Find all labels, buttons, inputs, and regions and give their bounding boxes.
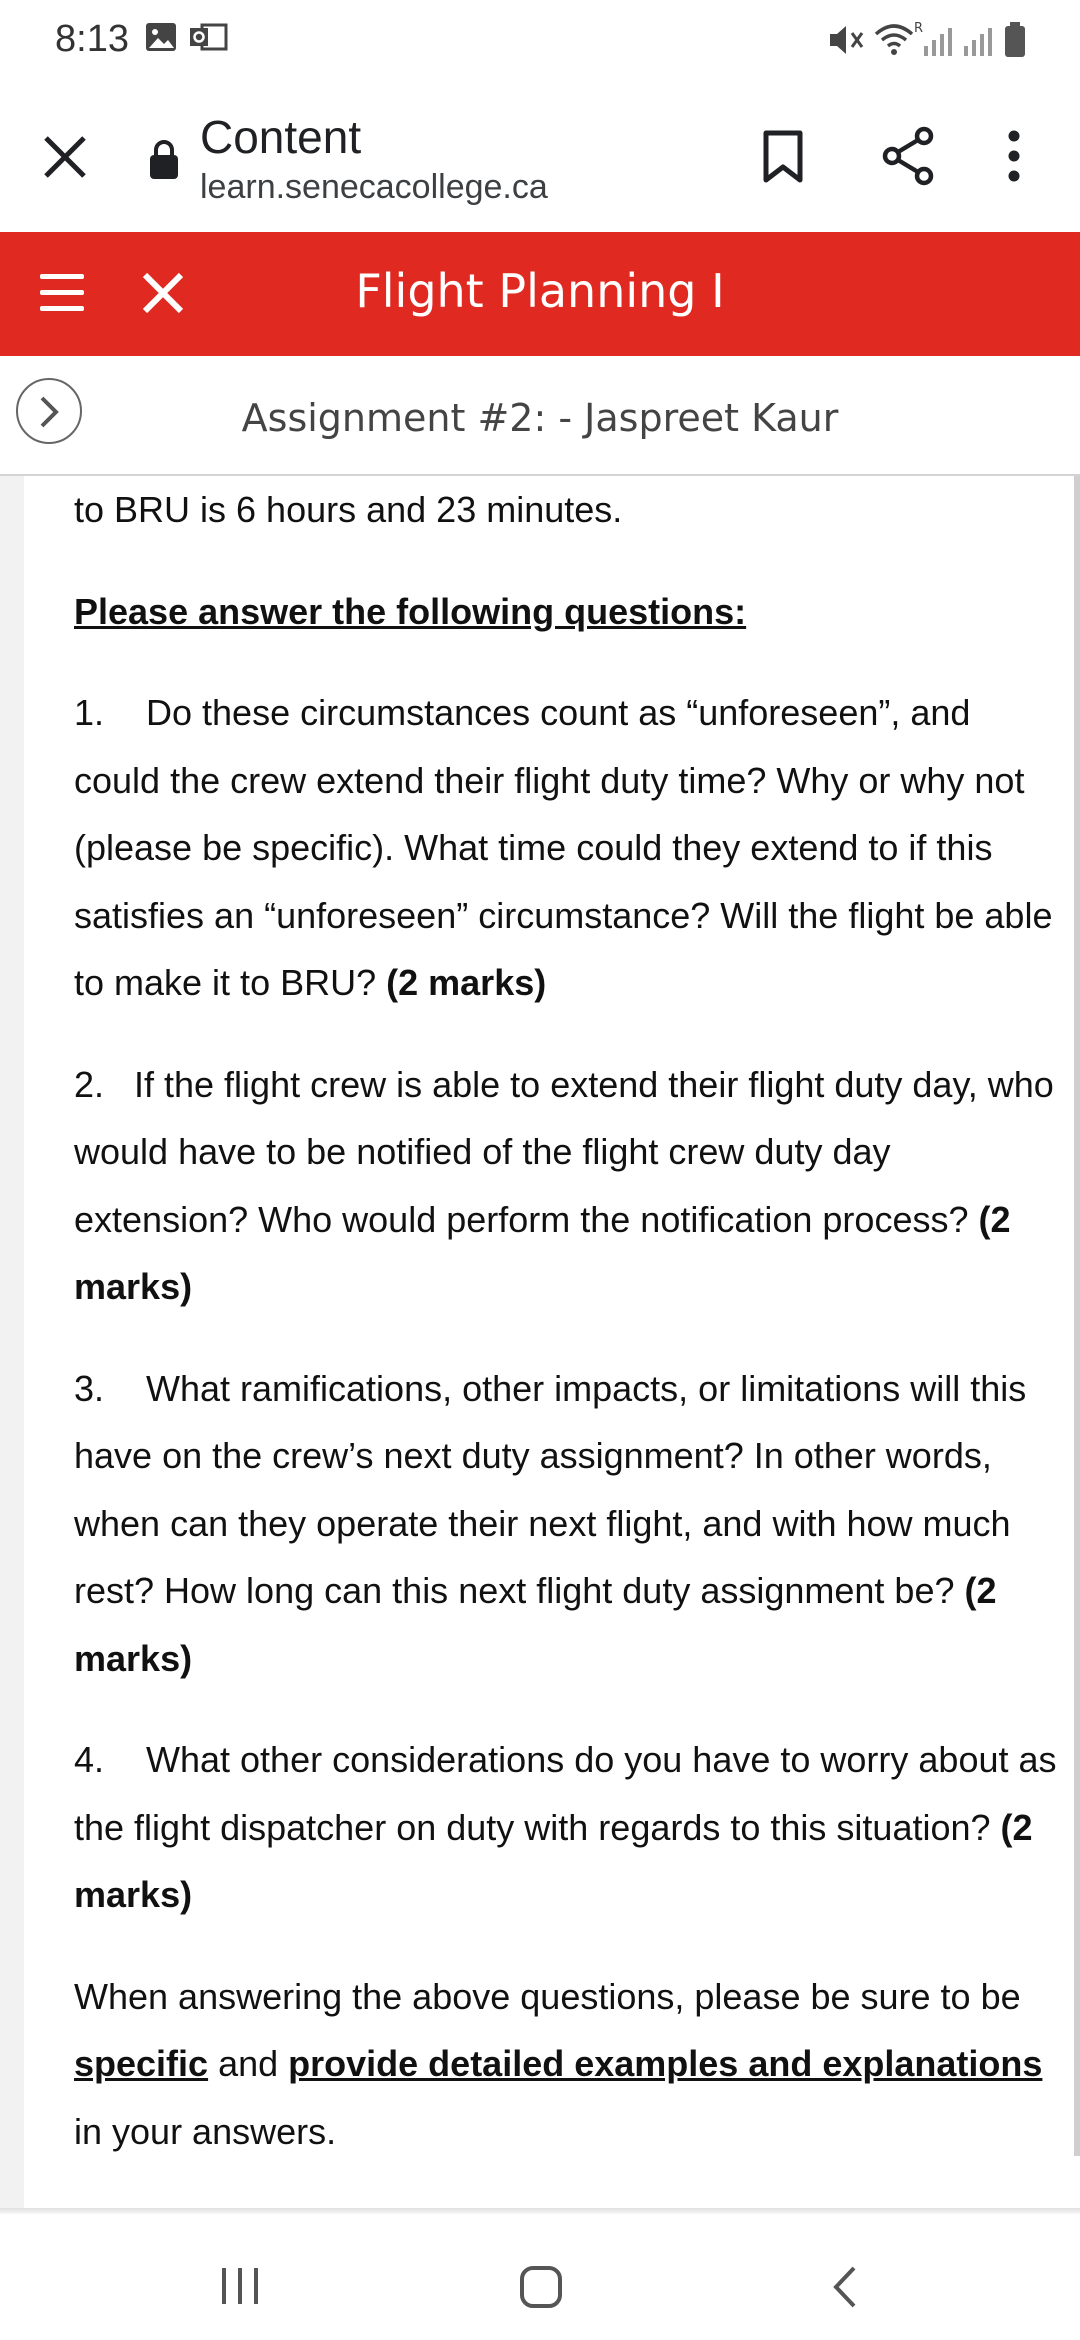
scrollbar[interactable] [1074, 476, 1080, 2156]
assignment-title: Assignment #2: - Jaspreet Kaur [241, 396, 839, 440]
question-number: 3. [74, 1367, 105, 1409]
content-area[interactable] [0, 476, 1080, 2208]
question-text: What other considerations do you have to worry about as the flight dispatcher on duty with regards to this situation? [74, 1739, 1057, 1848]
intro-tail: to BRU is 6 hours and 23 minutes. [74, 489, 623, 530]
back-icon[interactable] [830, 2264, 860, 2310]
course-title: Flight Planning I [355, 264, 725, 318]
status-bar [0, 0, 1080, 80]
lock-icon [148, 138, 180, 180]
signal-icon [922, 20, 1000, 60]
url-text[interactable]: learn.senecacollege.ca [200, 168, 548, 206]
question-text: Do these circumstances count as “unforeseen”, and could the crew extend their flight duty time? Why or why not (please be specific). What time could they extend to if this satisfies an “unforeseen” circumstance? Will the flight be able to make it to BRU? [74, 692, 1053, 1003]
navigation-bar [0, 2214, 1080, 2340]
page-title: Content [200, 111, 362, 163]
question-marks: (2 marks) [74, 1198, 1011, 1307]
home-icon[interactable] [518, 2264, 564, 2310]
list-item [74, 679, 1064, 1017]
svg-text:R: R [914, 21, 924, 36]
recent-apps-icon[interactable] [218, 2264, 262, 2308]
question-number: 1. [74, 692, 105, 733]
question-text: What ramifications, other impacts, or limitations will this have on the crew’s next duty assignment? In other words, when can they operate their next flight, and with how much rest? How long can this next flight duty assignment be? [74, 1367, 1027, 1611]
assignment-content [74, 476, 1064, 2199]
browser-toolbar [0, 80, 1080, 232]
gallery-icon [144, 20, 178, 54]
share-icon[interactable] [880, 126, 936, 186]
question-number: 4. [74, 1739, 105, 1780]
list-item [74, 1051, 1064, 1321]
mute-icon [826, 20, 866, 60]
content-gutter [0, 476, 24, 2208]
outlook-icon [188, 20, 228, 54]
closing-text: and [208, 2043, 289, 2084]
specific-emphasis: specific [74, 2043, 209, 2084]
questions-heading: Please answer the following questions: [74, 590, 747, 632]
closing-text: When answering the above questions, please be sure to be [74, 1975, 1021, 2017]
wifi-icon [872, 20, 922, 60]
list-item [74, 1355, 1064, 1693]
assignment-bar [0, 356, 1080, 476]
battery-icon [1002, 20, 1028, 60]
closing-paragraph [74, 1963, 1064, 2166]
more-options-icon[interactable] [1006, 128, 1022, 184]
close-icon[interactable] [40, 128, 90, 184]
question-number: 2. [74, 1063, 105, 1105]
question-marks: (2 marks) [74, 1806, 1033, 1915]
bookmark-icon[interactable] [762, 130, 804, 184]
question-marks: (2 marks) [386, 962, 547, 1003]
status-time: 8:13 [55, 18, 129, 60]
course-header [0, 232, 1080, 356]
detailed-emphasis: provide detailed examples and explanations [288, 2043, 1043, 2084]
question-text: If the flight crew is able to extend their flight duty day, who would have to be notified of the flight crew duty day extension? Who would perform the notification process? [74, 1063, 1054, 1240]
question-marks: (2 marks) [74, 1570, 997, 1679]
list-item [74, 1726, 1064, 1929]
closing-text: in your answers. [74, 2110, 337, 2152]
